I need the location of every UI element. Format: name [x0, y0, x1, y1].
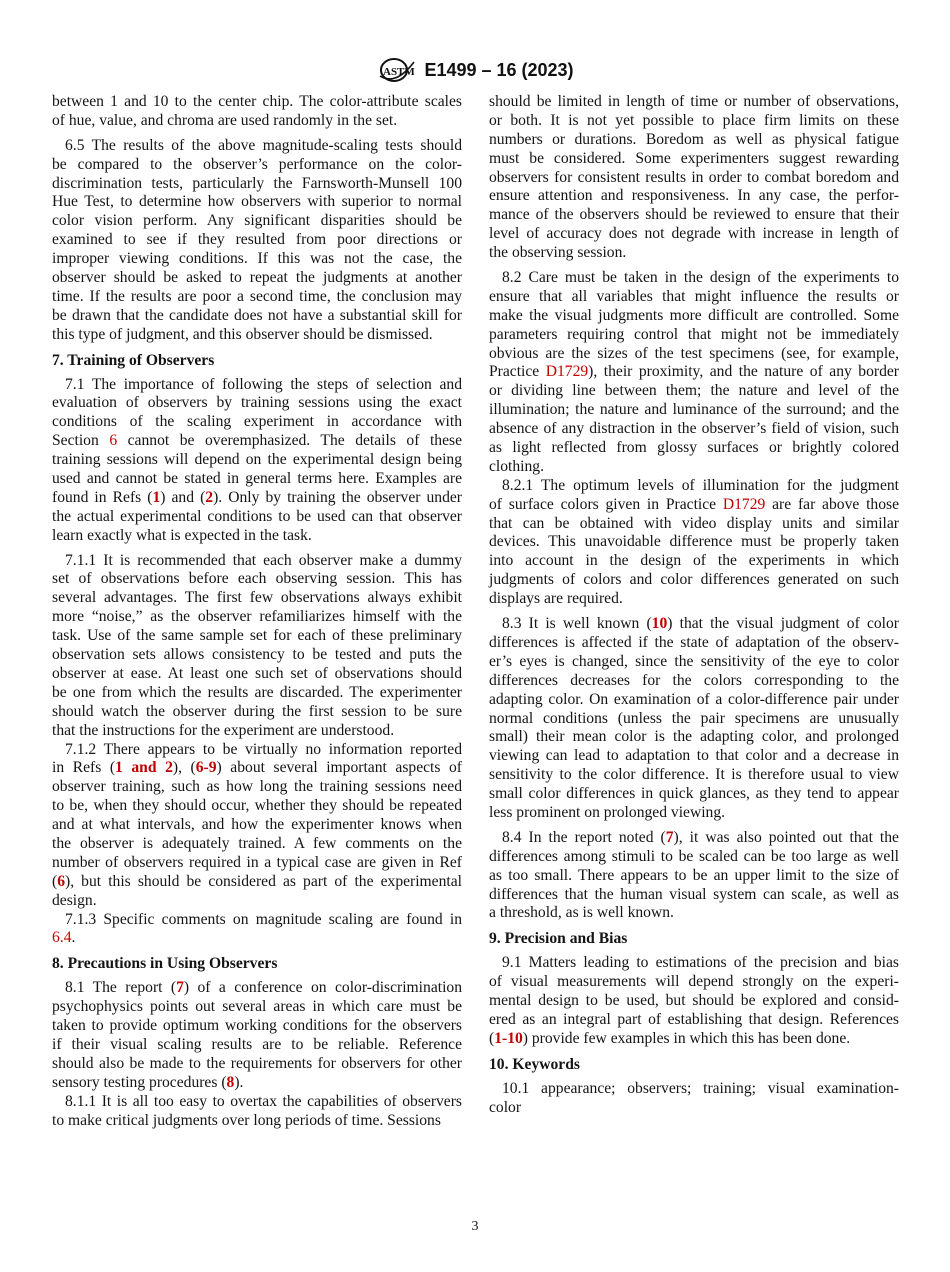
- text-run: this type of judgment, and this observer should be dismissed.: [52, 325, 433, 343]
- text-run: into account in the design of the experiments in which: [489, 552, 899, 570]
- text-run: small color differences in quick glances, as they tend to appear: [489, 785, 899, 803]
- text-run: that the instructions for the experiment are understood.: [52, 721, 395, 739]
- text-run: found in Refs (: [52, 488, 153, 506]
- text-run: sensitivity to the color difference. It is therefore usual to view: [489, 766, 899, 784]
- text-line: [52, 911, 462, 930]
- text-run: adapting color. On examination of a color-difference pair under: [489, 690, 899, 708]
- text-run: observers for consistent results in order to combat boredom and: [489, 168, 899, 186]
- text-run: (: [489, 1029, 495, 1047]
- text-line: [489, 785, 899, 804]
- text-line: [489, 439, 899, 458]
- text-run: must be considered. Some experimenters suggest rewarding: [489, 149, 899, 167]
- text-run: small) their mean color is the adapting color, and prolonged: [489, 728, 899, 746]
- text-run: Section: [52, 432, 110, 450]
- text-line: [52, 722, 462, 741]
- text-run: discrimination tests, particularly the Farnsworth-Munsell 100: [52, 174, 462, 192]
- page-header: [0, 56, 950, 84]
- text-run: parameters requiring control that might not be immediately: [489, 325, 899, 343]
- text-run: design.: [52, 891, 97, 909]
- text-line: [52, 1017, 462, 1036]
- text-line: [52, 137, 462, 156]
- text-line: [52, 175, 462, 194]
- text-line: [489, 590, 899, 609]
- text-line: [52, 376, 462, 395]
- paragraph: [52, 93, 462, 131]
- text-run: several advantages. The first few observations always exhibit: [52, 589, 462, 607]
- reference-link[interactable]: 2: [205, 488, 214, 506]
- text-line: [52, 873, 462, 892]
- text-line: [52, 741, 462, 760]
- text-run: more “noise,” as the observer refamiliarizes himself with the: [52, 608, 462, 626]
- text-line: [489, 515, 899, 534]
- text-run: ) that the visual judgment of color: [667, 615, 899, 633]
- text-line: [489, 829, 899, 848]
- text-run: clothing.: [489, 457, 545, 475]
- text-run: less prominent on prolonged viewing.: [489, 803, 726, 821]
- text-line: [52, 326, 462, 345]
- text-line: [489, 552, 899, 571]
- text-run: mental design to be used, but should be explored and consid-: [489, 992, 899, 1010]
- text-run: that can be obtained with video display units and similar: [489, 514, 899, 532]
- text-line: [52, 527, 462, 546]
- text-line: [52, 451, 462, 470]
- text-run: absence of any distraction in the observer’s field of vision, such: [489, 420, 899, 438]
- paragraph: [489, 93, 899, 263]
- text-run: ), their proximity, and the nature of any border: [588, 363, 899, 381]
- text-run: ensure that all variables that might influence the results or: [489, 287, 899, 305]
- text-line: [489, 973, 899, 992]
- text-line: [489, 954, 899, 973]
- text-line: [489, 206, 899, 225]
- text-line: [52, 797, 462, 816]
- text-line: [489, 533, 899, 552]
- text-line: [52, 212, 462, 231]
- text-line: [489, 728, 899, 747]
- text-run: differences among stimuli to be scaled can be too large as well: [489, 847, 899, 865]
- text-line: [489, 496, 899, 515]
- text-line: [489, 458, 899, 477]
- text-run: of hue, value, and chroma are used randomly in the set.: [52, 111, 398, 129]
- text-line: [489, 363, 899, 382]
- right-column: [489, 93, 899, 1124]
- section-heading: 7. Training of Observers: [52, 351, 215, 369]
- text-line: [489, 225, 899, 244]
- text-line: [489, 1011, 899, 1030]
- text-line: [489, 244, 899, 263]
- text-run: color: [489, 1098, 522, 1116]
- text-run: number of observers required in a typical case are given in Ref: [52, 853, 462, 871]
- text-line: [52, 508, 462, 527]
- paragraph: [52, 376, 462, 546]
- text-run: obvious are the sizes of the test specimens (see, for example,: [489, 344, 899, 362]
- text-line: [52, 93, 462, 112]
- text-run: ered as an integral part of establishing that design. References: [489, 1010, 899, 1028]
- text-line: [489, 1030, 899, 1049]
- paragraph: [52, 911, 462, 949]
- text-run: .: [71, 929, 76, 947]
- text-line: [489, 867, 899, 886]
- text-line: [52, 307, 462, 326]
- text-line: [489, 169, 899, 188]
- paragraph: [489, 269, 899, 477]
- text-run: are far above those: [765, 495, 899, 513]
- paragraph: [52, 979, 462, 1092]
- text-line: [52, 288, 462, 307]
- text-line: [52, 470, 462, 489]
- text-line: [52, 489, 462, 508]
- reference-link[interactable]: 6.4: [52, 929, 72, 947]
- text-line: [52, 193, 462, 212]
- text-run: set of observations before each observing session. This has: [52, 570, 462, 588]
- text-line: [52, 231, 462, 250]
- text-line: [489, 401, 899, 420]
- paragraph: [489, 1080, 899, 1118]
- text-line: [52, 413, 462, 432]
- text-line: [52, 552, 462, 571]
- text-line: [489, 187, 899, 206]
- text-line: [52, 250, 462, 269]
- text-run: observer should be asked to repeat the judgments at another: [52, 269, 462, 287]
- text-line: [489, 131, 899, 150]
- text-line: [489, 1099, 899, 1118]
- text-run: task. Use of the same sample set for each of these preliminary: [52, 627, 462, 645]
- reference-link[interactable]: 1 and 2: [115, 759, 173, 777]
- text-run: illumination; the nature and luminance of the surround; and the: [489, 401, 899, 419]
- text-run: sensory testing procedures (: [52, 1073, 227, 1091]
- text-run: ) of a conference on color-discrimination: [183, 979, 462, 997]
- section-heading: 8. Precautions in Using Observers: [52, 955, 278, 973]
- text-run: ), (: [172, 759, 196, 777]
- reference-link[interactable]: 6: [109, 432, 118, 450]
- text-run: Practice: [489, 363, 546, 381]
- text-run: 8.3 It is well known (: [502, 615, 652, 633]
- text-run: 10.1 appearance; observers; training; visual examination-: [502, 1079, 899, 1097]
- text-run: time. If the results are poor a second time, the conclusion may: [52, 287, 462, 305]
- page-number: 3: [471, 1219, 479, 1234]
- reference-link[interactable]: 7: [665, 828, 674, 846]
- text-line: [52, 703, 462, 722]
- text-line: [52, 608, 462, 627]
- text-run: used and cannot be stated in general terms here. Examples are: [52, 470, 462, 488]
- text-line: [52, 998, 462, 1017]
- text-line: [489, 615, 899, 634]
- text-run: to be, when they should occur, whether they should be repeated: [52, 797, 462, 815]
- text-run: normal conditions (unless the pair specimens are unusually: [489, 709, 899, 727]
- text-run: Hue Test, to determine how observers with superior to normal: [52, 193, 462, 211]
- text-run: conditions of the scaling experiment in accordance with: [52, 413, 462, 431]
- text-line: [52, 816, 462, 835]
- text-run: to make critical judgments over long periods of time. Sessions: [52, 1111, 441, 1129]
- text-line: [52, 570, 462, 589]
- text-line: [489, 672, 899, 691]
- reference-link[interactable]: D1729: [722, 495, 766, 513]
- text-line: [489, 804, 899, 823]
- text-run: observer training, such as how long the training sessions need: [52, 778, 462, 796]
- text-run: level of accuracy does not degrade with increase in length of: [489, 225, 899, 243]
- text-run: 7.1 The importance of following the steps of selection and: [65, 375, 462, 393]
- reference-link[interactable]: 10: [651, 615, 668, 633]
- text-run: the observing session.: [489, 244, 627, 262]
- text-line: [489, 326, 899, 345]
- text-run: and at what intervals, and how the experimenter knows when: [52, 816, 462, 834]
- reference-link[interactable]: 8: [226, 1073, 235, 1091]
- text-line: [52, 929, 462, 948]
- text-run: of surface colors given in Practice: [489, 495, 723, 513]
- text-run: mance of the observers should be reviewed to ensure that their: [489, 206, 899, 224]
- section-heading: 10. Keywords: [489, 1055, 580, 1073]
- text-run: or dividing line between them; the nature and level of the: [489, 382, 899, 400]
- text-line: [52, 646, 462, 665]
- text-run: learn exactly what is expected in the task.: [52, 526, 312, 544]
- left-column: [52, 93, 462, 1136]
- text-run: psychophysics points out several areas in which care must be: [52, 998, 462, 1016]
- text-line: [489, 150, 899, 169]
- paragraph: [489, 615, 899, 823]
- text-run: evaluation of observers by training sessions using the exact: [52, 394, 462, 412]
- text-run: if their visual scaling results are to be reliable. Reference: [52, 1035, 462, 1053]
- text-line: [52, 979, 462, 998]
- document-title: E1499 – 16 (2023): [424, 59, 574, 80]
- text-run: ) provide few examples in which this has been done.: [522, 1029, 851, 1047]
- paragraph: [52, 552, 462, 741]
- text-run: should watch the observer during the first session to be sure: [52, 702, 462, 720]
- reference-link[interactable]: D1729: [545, 363, 589, 381]
- text-run: 8.2.1 The optimum levels of illumination for the judgment: [502, 476, 899, 494]
- text-line: [489, 307, 899, 326]
- text-run: between 1 and 10 to the center chip. The color-attribute scales: [52, 93, 462, 110]
- text-run: 8.4 In the report noted (: [502, 828, 666, 846]
- text-run: the observer is adequately trained. A few comments on the: [52, 834, 462, 852]
- reference-link[interactable]: 6-9: [195, 759, 217, 777]
- text-run: 6.5 The results of the above magnitude-scaling tests should: [65, 136, 462, 154]
- text-line: [489, 269, 899, 288]
- text-line: [52, 269, 462, 288]
- text-line: [52, 627, 462, 646]
- text-line: [52, 1036, 462, 1055]
- reference-link[interactable]: 1-10: [494, 1029, 523, 1047]
- text-line: [489, 691, 899, 710]
- text-line: [489, 886, 899, 905]
- text-run: be one from which the results are discarded. The experimenter: [52, 683, 462, 701]
- text-line: [52, 1093, 462, 1112]
- text-run: ), but this should be considered as part of the experimental: [65, 872, 462, 890]
- text-line: [52, 112, 462, 131]
- reference-link[interactable]: 7: [176, 979, 184, 997]
- text-line: [489, 992, 899, 1011]
- text-run: er’s eyes is changed, since the sensitivity of the eye to color: [489, 652, 899, 670]
- text-run: 8.2 Care must be taken in the design of the experiments to: [502, 269, 899, 287]
- text-line: [52, 892, 462, 911]
- text-line: [489, 93, 899, 112]
- astm-logo-icon: [376, 56, 416, 84]
- paragraph: [52, 741, 462, 911]
- paragraph: [489, 477, 899, 609]
- text-line: [52, 394, 462, 413]
- text-line: [489, 904, 899, 923]
- text-line: [489, 571, 899, 590]
- text-line: [52, 665, 462, 684]
- text-run: ) and (: [160, 488, 206, 506]
- text-run: cannot be overemphasized. The details of these: [117, 432, 462, 450]
- text-line: [489, 382, 899, 401]
- text-run: ) about several important aspects of: [216, 759, 462, 777]
- text-run: 7.1.2 There appears to be virtually no information reported: [65, 740, 462, 758]
- text-run: observer at ease. At least one such set of observations should: [52, 664, 462, 682]
- text-line: [52, 589, 462, 608]
- text-run: a threshold, as is well known.: [489, 904, 674, 922]
- text-run: judgments of colors and color differences generated on such: [489, 571, 899, 589]
- text-line: [489, 710, 899, 729]
- text-line: [52, 156, 462, 175]
- text-run: should be limited in length of time or number of observations,: [489, 93, 899, 110]
- text-run: be drawn that the candidate does not have a substantial skill for: [52, 306, 462, 324]
- text-run: examined to see if they resulted from poor directions or: [52, 231, 462, 249]
- text-line: [52, 1112, 462, 1131]
- text-run: 7.1.1 It is recommended that each observer make a dummy: [65, 551, 462, 569]
- paragraph: [489, 954, 899, 1048]
- text-line: [489, 634, 899, 653]
- text-run: of visual measurements will depend strongly on the experi-: [489, 973, 899, 991]
- text-run: as too small. There appears to be an upper limit to the size of: [489, 866, 899, 884]
- reference-link[interactable]: 6: [57, 872, 65, 890]
- text-run: taken to provide optimum working conditions for the observers: [52, 1017, 462, 1035]
- text-run: 8.1.1 It is all too easy to overtax the capabilities of observers: [65, 1092, 462, 1110]
- text-line: [489, 747, 899, 766]
- text-run: ). Only by training the observer under: [213, 488, 462, 506]
- text-run: displays are required.: [489, 590, 623, 608]
- text-line: [52, 835, 462, 854]
- paragraph: [52, 1093, 462, 1131]
- text-line: [489, 1080, 899, 1099]
- text-run: in Refs (: [52, 759, 116, 777]
- text-line: [52, 1055, 462, 1074]
- text-run: as light reflected from glossy surfaces or brightly colored: [489, 439, 899, 457]
- text-line: [52, 1074, 462, 1093]
- svg-text:ASTM: ASTM: [383, 66, 416, 78]
- text-run: ).: [234, 1073, 244, 1091]
- text-run: make the visual judgments more difficult are controlled. Some: [489, 306, 899, 324]
- text-run: improper viewing conditions. If this was not the case, the: [52, 250, 462, 268]
- text-run: or both. It is not yet possible to place firm limits on these: [489, 111, 899, 129]
- text-line: [489, 848, 899, 867]
- text-line: [52, 684, 462, 703]
- text-run: devices. This unavoidable difference must be properly taken: [489, 533, 899, 551]
- text-run: training sessions will depend on the experimental design being: [52, 451, 462, 469]
- text-line: [489, 345, 899, 364]
- text-run: color vision perform. Any significant disparities should be: [52, 212, 462, 230]
- text-run: (: [52, 872, 58, 890]
- text-line: [489, 420, 899, 439]
- reference-link[interactable]: 1: [152, 488, 161, 506]
- text-run: 9.1 Matters leading to estimations of the precision and bias: [502, 954, 899, 972]
- text-line: [489, 766, 899, 785]
- text-line: [52, 432, 462, 451]
- text-run: 7.1.3 Specific comments on magnitude scaling are found in: [65, 910, 462, 928]
- text-line: [52, 854, 462, 873]
- text-line: [489, 112, 899, 131]
- text-run: viewing can lead to adaptation to that color and a decrease in: [489, 747, 899, 765]
- text-run: 8.1 The report (: [65, 979, 177, 997]
- text-run: observation sets allows consistency to be tested and puts the: [52, 646, 462, 664]
- section-heading: 9. Precision and Bias: [489, 930, 628, 948]
- text-run: the actual experimental conditions to be used can that observer: [52, 507, 462, 525]
- text-line: [52, 778, 462, 797]
- text-line: [489, 477, 899, 496]
- text-run: differences that the human visual system can scale, as well as: [489, 885, 899, 903]
- paragraph: [489, 829, 899, 923]
- text-run: be compared to the observer’s performance on the color-: [52, 155, 462, 173]
- text-run: ), it was also pointed out that the: [673, 828, 899, 846]
- text-run: ensure attention and responsiveness. In any case, the perfor-: [489, 187, 899, 205]
- text-line: [489, 288, 899, 307]
- text-line: [489, 653, 899, 672]
- text-run: differences decreases for the colors corresponding to the: [489, 671, 899, 689]
- text-run: numbers or durations. Boredom as well as physical fatigue: [489, 130, 899, 148]
- text-run: should also be made to the requirements for observers for other: [52, 1054, 462, 1072]
- text-run: differences is affected if the state of adaptation of the observ-: [489, 633, 899, 651]
- text-line: [52, 759, 462, 778]
- paragraph: [52, 137, 462, 345]
